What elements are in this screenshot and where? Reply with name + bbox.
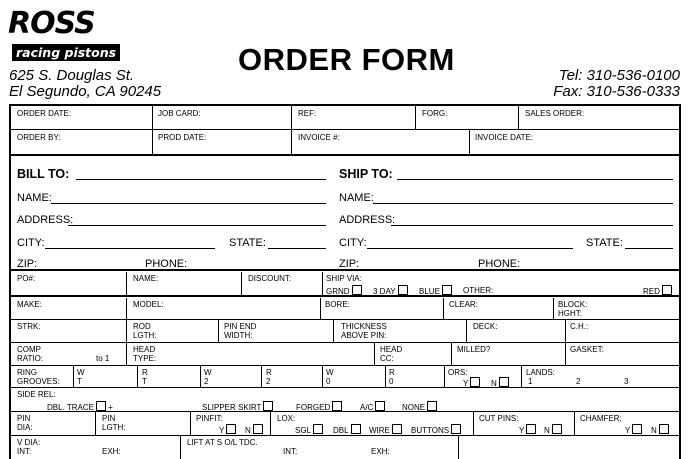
order-form-grid — [9, 104, 681, 459]
bill-city-line[interactable] — [45, 248, 215, 249]
lox-dbl-checkbox[interactable] — [351, 424, 361, 434]
milled-label: MILLED? — [457, 345, 491, 354]
invoice-date-field[interactable] — [470, 130, 679, 154]
clear-field[interactable] — [444, 298, 554, 319]
row-comp — [11, 343, 679, 366]
deck-label: DECK: — [473, 322, 498, 331]
ship-name-line[interactable] — [373, 203, 673, 204]
lift-int-label: INT: — [283, 447, 298, 456]
ship-state-label: STATE: — [586, 237, 623, 249]
valve-int-label: INT: — [17, 447, 32, 456]
row-make — [11, 298, 679, 320]
lox-sgl-checkbox[interactable] — [313, 424, 323, 434]
po-label: PO#: — [17, 274, 36, 283]
ring-r1-field[interactable] — [138, 366, 201, 387]
bore-field[interactable] — [321, 298, 444, 319]
ship-state-line[interactable] — [625, 248, 673, 249]
pinfit-yes-checkbox[interactable] — [226, 424, 236, 434]
grnd-option — [326, 285, 362, 296]
slipper-skirt-option — [202, 401, 273, 412]
three-day-label: 3 DAY — [373, 287, 396, 296]
ship-via-field — [323, 272, 679, 295]
ship-address-line[interactable] — [391, 225, 673, 226]
pin-diameter-field[interactable] — [11, 412, 96, 435]
lox-field — [271, 412, 474, 435]
gasket-field[interactable] — [566, 343, 679, 365]
bill-address-label: ADDRESS: — [17, 214, 74, 226]
logo-word: ROSS — [8, 6, 95, 41]
head-label: HEAD — [133, 345, 156, 354]
bill-address-line[interactable] — [68, 225, 326, 226]
head-type-label: TYPE: — [133, 354, 157, 363]
bill-name-line[interactable] — [51, 203, 326, 204]
ring-w1-label: W — [77, 368, 85, 377]
none-option — [402, 401, 437, 412]
ship-name-label: NAME: — [339, 192, 374, 204]
ors-yes-label: Y — [463, 379, 469, 388]
job-card-label: JOB CARD: — [158, 109, 201, 118]
ring-r2-field[interactable] — [262, 366, 323, 387]
dbl-trace-plus: + — [108, 403, 113, 412]
row-po — [11, 272, 679, 297]
company-address — [9, 68, 161, 100]
discount-label: DISCOUNT: — [248, 274, 292, 283]
head-cc-head-label: HEAD — [380, 345, 403, 354]
lox-sgl-option — [295, 424, 323, 435]
height-label: HGHT: — [558, 309, 582, 318]
order-by-label: ORDER BY: — [17, 133, 61, 142]
stroke-label: STRK: — [17, 322, 41, 331]
thickness-field[interactable] — [334, 320, 467, 342]
lift-field[interactable] — [181, 436, 459, 459]
rod-length-label: LGTH: — [133, 331, 157, 340]
ring-r1-label: R — [142, 368, 148, 377]
pinfit-no-checkbox[interactable] — [253, 424, 263, 434]
ors-no-checkbox[interactable] — [499, 377, 509, 387]
ring-w3-label: W — [326, 368, 334, 377]
rod-label: ROD — [133, 322, 151, 331]
chamfer-label: CHAMFER: — [580, 414, 622, 423]
grnd-label: GRND — [326, 287, 350, 296]
ors-yes-checkbox[interactable] — [470, 377, 480, 387]
blue-checkbox[interactable] — [442, 285, 452, 295]
bill-state-line[interactable] — [268, 248, 326, 249]
model-label: MODEL: — [133, 300, 164, 309]
thickness-label: THICKNESS — [341, 322, 387, 331]
land-1-label: 1 — [528, 377, 533, 386]
ship-phone-line[interactable] — [519, 269, 673, 270]
pinfit-yes-option — [219, 424, 236, 435]
ac-label: A/C — [360, 403, 374, 412]
comp-label: COMP — [17, 345, 41, 354]
po-name-field[interactable] — [127, 272, 242, 295]
ship-zip-label: ZIP: — [339, 258, 360, 270]
pin-label: PIN — [17, 414, 31, 423]
lox-dbl-option — [333, 424, 361, 435]
ref-label: REF: — [298, 109, 317, 118]
lands-field[interactable] — [522, 366, 679, 387]
chamfer-yes-checkbox[interactable] — [632, 424, 642, 434]
ors-yes-option — [463, 377, 480, 388]
bill-state-label: STATE: — [229, 237, 266, 249]
forged-label: FORGED — [296, 403, 331, 412]
pinfit-field — [191, 412, 271, 435]
po-name-label: NAME: — [133, 274, 159, 283]
ring-w2-value: 2 — [204, 377, 209, 386]
ross-logo — [8, 8, 134, 64]
ref-field[interactable] — [292, 106, 416, 129]
blue-option — [419, 285, 452, 296]
ring-w2-field[interactable] — [201, 366, 262, 387]
stroke-field[interactable] — [11, 320, 127, 342]
ring-t1-label: T — [77, 377, 82, 386]
ring-r2-value: 2 — [266, 377, 271, 386]
red-checkbox[interactable] — [662, 285, 672, 295]
po-field[interactable] — [11, 272, 127, 295]
ship-phone-label: PHONE: — [478, 258, 521, 270]
bill-city-label: CITY: — [17, 237, 45, 249]
bill-phone-line[interactable] — [186, 269, 326, 270]
ors-field — [445, 366, 522, 387]
ship-zip-line[interactable] — [360, 269, 468, 270]
cut-pins-no-option — [544, 424, 562, 435]
none-checkbox[interactable] — [427, 401, 437, 411]
lands-label: LANDS: — [526, 368, 555, 377]
pin-length-field[interactable] — [96, 412, 191, 435]
cut-pins-yes-label: Y — [519, 426, 525, 435]
lox-label: LOX: — [277, 414, 296, 423]
ac-checkbox[interactable] — [375, 401, 385, 411]
blank-field[interactable] — [459, 436, 679, 459]
ring-w3-value: 0 — [326, 377, 331, 386]
chamfer-no-option — [651, 424, 669, 435]
grnd-checkbox[interactable] — [352, 285, 362, 295]
chamfer-no-label: N — [651, 426, 657, 435]
invoice-number-field[interactable] — [292, 130, 470, 154]
bill-zip-label: ZIP: — [17, 258, 38, 270]
cut-pins-yes-checkbox[interactable] — [526, 424, 536, 434]
company-contact — [553, 68, 680, 100]
blue-label: BLUE — [419, 287, 440, 296]
compression-height-label: C.H.: — [570, 322, 589, 331]
cut-pins-no-checkbox[interactable] — [552, 424, 562, 434]
ring-w3-field[interactable] — [323, 366, 386, 387]
red-label: RED — [643, 287, 660, 296]
ring-w1-field[interactable] — [74, 366, 138, 387]
lox-wire-label: WIRE — [369, 426, 390, 435]
chamfer-field — [575, 412, 679, 435]
address-line-1: 625 S. Douglas St. — [9, 67, 135, 84]
prod-date-label: PROD DATE: — [158, 133, 207, 142]
land-2-label: 2 — [576, 377, 581, 386]
make-label: MAKE: — [17, 300, 42, 309]
ring-w2-label: W — [204, 368, 212, 377]
prod-date-field[interactable] — [153, 130, 292, 154]
ring-grooves-field — [11, 366, 74, 387]
bill-ship-section — [11, 157, 679, 271]
bill-name-label: NAME: — [17, 192, 52, 204]
tel-number: Tel: 310-536-0100 — [558, 67, 680, 84]
pin-end-label: PIN END — [224, 322, 257, 331]
lox-wire-checkbox[interactable] — [392, 424, 402, 434]
ring-r3-label: R — [389, 368, 395, 377]
pinfit-no-option — [245, 424, 263, 435]
row-pin — [11, 412, 679, 436]
bill-to-line[interactable] — [76, 179, 326, 180]
compression-height-field[interactable] — [566, 320, 679, 342]
comp-ratio-field[interactable] — [11, 343, 127, 365]
ship-via-label: SHIP VIA: — [326, 274, 362, 283]
forg-label: FORG: — [422, 109, 448, 118]
forg-field[interactable] — [416, 106, 519, 129]
cut-pins-no-label: N — [544, 426, 550, 435]
forged-option — [296, 401, 342, 412]
red-option — [643, 285, 672, 296]
page-title: ORDER FORM — [238, 42, 455, 77]
lox-wire-option — [369, 424, 402, 435]
dbl-trace-option — [47, 401, 113, 412]
dbl-trace-checkbox[interactable] — [96, 401, 106, 411]
slipper-skirt-label: SLIPPER SKIRT — [202, 403, 262, 412]
discount-field[interactable] — [242, 272, 323, 295]
lift-exh-label: EXH: — [371, 447, 390, 456]
deck-field[interactable] — [467, 320, 566, 342]
pin-length-pin-label: PIN — [102, 414, 116, 423]
chamfer-yes-option — [625, 424, 642, 435]
ors-no-label: N — [491, 379, 497, 388]
three-day-option — [373, 285, 408, 296]
pin-diameter-label: DIA: — [17, 423, 33, 432]
head-cc-label: CC: — [380, 354, 394, 363]
order-date-label: ORDER DATE: — [17, 109, 72, 118]
chamfer-yes-label: Y — [625, 426, 631, 435]
valve-exh-label: EXH: — [102, 447, 121, 456]
row-valve-diameter — [11, 436, 679, 459]
lox-sgl-label: SGL — [295, 426, 312, 435]
cut-pins-field — [474, 412, 575, 435]
bill-to-label: BILL TO: — [17, 167, 70, 181]
lift-label: LIFT AT S O/L TDC. — [187, 438, 258, 447]
cut-pins-yes-option — [519, 424, 536, 435]
lox-buttons-label: BUTTONS — [411, 426, 450, 435]
row-ring-grooves — [11, 366, 679, 388]
clear-label: CLEAR: — [449, 300, 478, 309]
pin-end-width-label: WIDTH: — [224, 331, 253, 340]
block-height-field[interactable] — [554, 298, 679, 319]
lox-buttons-checkbox[interactable] — [451, 424, 461, 434]
pinfit-label: PINFIT: — [196, 414, 223, 423]
bill-zip-line[interactable] — [38, 269, 136, 270]
ac-option — [360, 401, 385, 412]
forged-checkbox[interactable] — [332, 401, 342, 411]
ship-to-label: SHIP TO: — [339, 167, 393, 181]
side-rel-label: SIDE REL: — [17, 390, 56, 399]
none-label: NONE — [402, 403, 426, 412]
invoice-number-label: INVOICE #: — [298, 133, 340, 142]
job-card-field[interactable] — [153, 106, 292, 129]
row-side-relief — [11, 388, 679, 412]
invoice-date-label: INVOICE DATE: — [475, 133, 534, 142]
cut-pins-label: CUT PINS: — [479, 414, 519, 423]
lox-dbl-label: DBL — [333, 426, 349, 435]
head-type-field[interactable] — [127, 343, 375, 365]
grooves-label: GROOVES: — [17, 377, 60, 386]
sales-order-field[interactable] — [519, 106, 679, 129]
pin-end-width-field[interactable] — [219, 320, 334, 342]
head-cc-field[interactable] — [375, 343, 452, 365]
order-by-field[interactable] — [11, 130, 153, 154]
ring-r3-value: 0 — [389, 377, 394, 386]
ring-label: RING — [17, 368, 37, 377]
ring-r2-label: R — [266, 368, 272, 377]
fax-number: Fax: 310-536-0333 — [553, 83, 680, 100]
rod-length-field[interactable] — [127, 320, 219, 342]
bore-label: BORE: — [325, 300, 350, 309]
valve-diameter-label: V DIA: — [17, 438, 41, 447]
row-stroke — [11, 320, 679, 343]
model-field[interactable] — [127, 298, 321, 319]
slipper-skirt-checkbox[interactable] — [263, 401, 273, 411]
make-field[interactable] — [11, 298, 127, 319]
to-one-label: to 1 — [96, 354, 110, 363]
lox-buttons-option — [411, 424, 461, 435]
sales-order-label: SALES ORDER: — [525, 109, 585, 118]
ship-address-label: ADDRESS: — [339, 214, 396, 226]
ring-t2-label: T — [142, 377, 147, 386]
ratio-label: RATIO: — [17, 354, 44, 363]
order-date-field[interactable] — [11, 106, 153, 129]
dbl-trace-label: DBL. TRACE — [47, 403, 94, 412]
pinfit-yes-label: Y — [219, 426, 225, 435]
milled-field[interactable] — [452, 343, 566, 365]
bill-phone-label: PHONE: — [145, 258, 188, 270]
ship-city-line[interactable] — [367, 248, 573, 249]
ors-no-option — [491, 377, 509, 388]
ring-r3-field[interactable] — [386, 366, 445, 387]
block-label: BLOCK: — [558, 300, 588, 309]
chamfer-no-checkbox[interactable] — [659, 424, 669, 434]
row-order-info — [11, 106, 679, 130]
address-line-2: El Segundo, CA 90245 — [9, 83, 162, 100]
land-3-label: 3 — [624, 377, 629, 386]
ship-to-line[interactable] — [397, 179, 673, 180]
pin-length-label: LGTH: — [102, 423, 126, 432]
ors-label: ORS: — [448, 368, 468, 377]
other-label: OTHER: — [463, 286, 494, 295]
ship-city-label: CITY: — [339, 237, 367, 249]
above-pin-label: ABOVE PIN: — [341, 331, 387, 340]
logo-subtitle: racing pistons — [12, 44, 120, 61]
gasket-label: GASKET: — [570, 345, 604, 354]
pinfit-no-label: N — [245, 426, 251, 435]
valve-diameter-field[interactable] — [11, 436, 181, 459]
row-order-by — [11, 130, 679, 156]
three-day-checkbox[interactable] — [398, 285, 408, 295]
